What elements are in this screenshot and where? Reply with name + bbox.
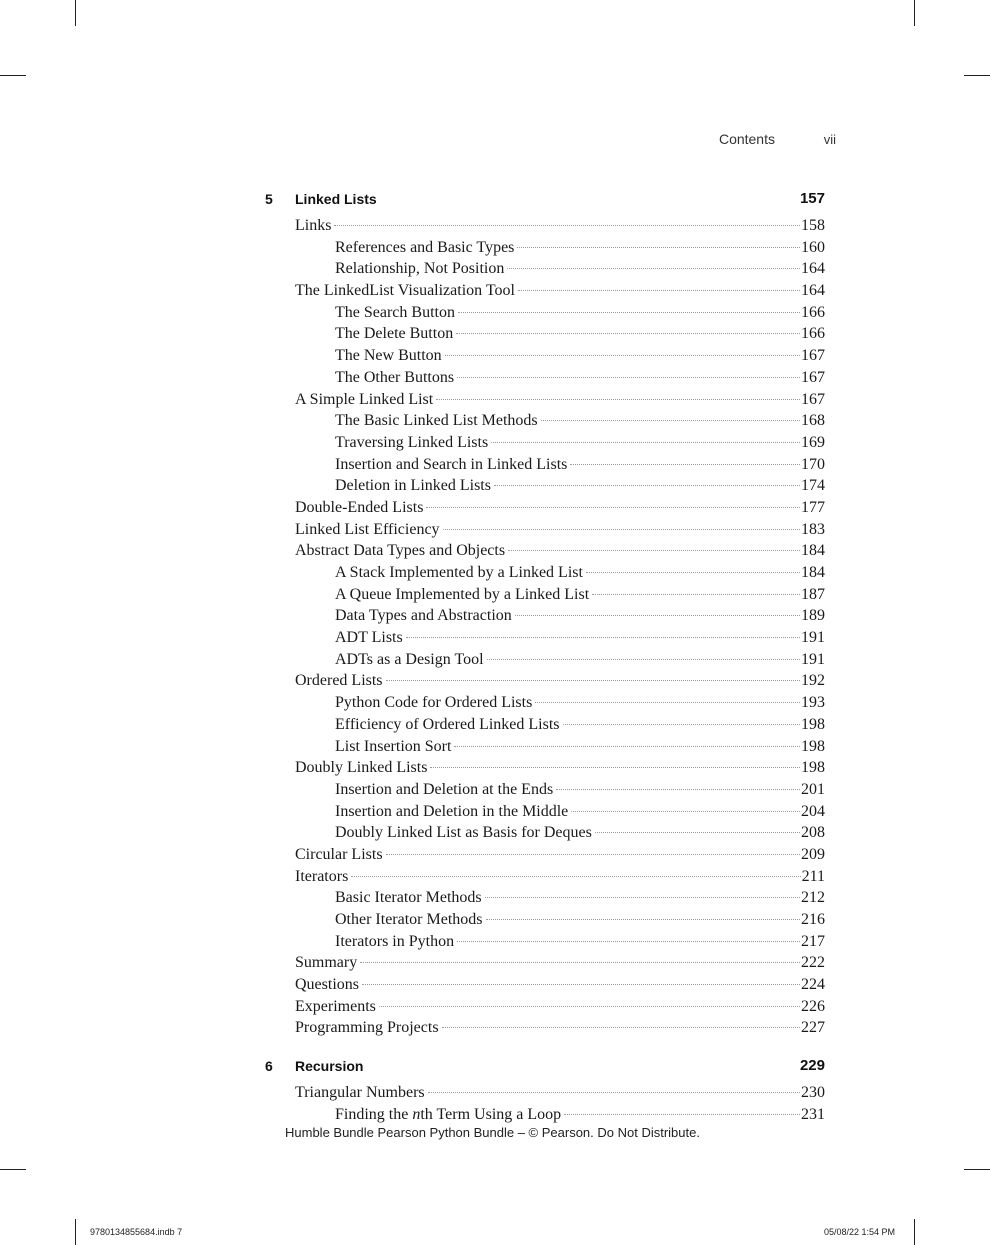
dot-leader — [485, 897, 800, 898]
dot-leader — [515, 615, 800, 616]
crop-mark — [0, 1169, 26, 1170]
toc-entry-title: A Queue Implemented by a Linked List — [335, 585, 590, 603]
toc-entry-title: Deletion in Linked Lists — [335, 477, 491, 495]
toc-entry-page: 177 — [801, 498, 825, 516]
dot-leader — [456, 333, 800, 334]
toc-entry-title: The Other Buttons — [335, 368, 455, 386]
toc-entry-page: 167 — [801, 347, 825, 365]
dot-leader — [458, 312, 800, 313]
file-slug: 9780134855684.indb 7 — [90, 1227, 183, 1237]
toc-entry[interactable] — [265, 280, 825, 302]
toc-entry-page: 167 — [801, 368, 825, 386]
toc-entry[interactable] — [265, 345, 825, 367]
dot-leader — [442, 1027, 800, 1028]
toc-entry-title: Basic Iterator Methods — [335, 889, 482, 907]
dot-leader — [436, 399, 800, 400]
dot-leader — [592, 594, 800, 595]
toc-entry[interactable] — [265, 497, 825, 519]
crop-mark — [75, 1219, 76, 1245]
toc-entry-title: The New Button — [335, 347, 442, 365]
chapter-heading — [265, 190, 825, 212]
dot-leader — [595, 832, 800, 833]
crop-mark — [914, 0, 915, 26]
dot-leader — [556, 789, 800, 790]
toc-entry[interactable] — [265, 757, 825, 779]
toc-entry-page: 204 — [801, 802, 825, 820]
toc-entry-title: Summary — [295, 954, 358, 972]
toc-entry-title: The LinkedList Visualization Tool — [295, 282, 515, 300]
toc-entry-page: 183 — [801, 520, 825, 538]
crop-mark — [75, 0, 76, 26]
toc-entry-title: Traversing Linked Lists — [335, 433, 489, 451]
toc-entry[interactable] — [265, 1082, 825, 1104]
dot-leader — [454, 746, 800, 747]
toc-entry-page: 231 — [801, 1105, 825, 1123]
toc-entry-title: Efficiency of Ordered Linked Lists — [335, 715, 560, 733]
toc-entry-title: Iterators — [295, 867, 349, 885]
dot-leader — [406, 637, 800, 638]
toc-entry-title: Triangular Numbers — [295, 1084, 425, 1102]
toc-entry-title: Circular Lists — [295, 845, 383, 863]
dot-leader — [351, 876, 800, 877]
toc-entry-title: Insertion and Deletion at the Ends — [335, 780, 554, 798]
dot-leader — [564, 1114, 800, 1115]
toc-entry-page: 217 — [801, 932, 825, 950]
toc-entry-title: Programming Projects — [295, 1019, 439, 1037]
dot-leader — [570, 464, 800, 465]
toc-entry-page: 201 — [801, 780, 825, 798]
distribution-notice: Humble Bundle Pearson Python Bundle – © Pearson. Do Not Distribute. — [285, 1125, 700, 1140]
toc-entry-title: A Stack Implemented by a Linked List — [335, 564, 583, 581]
toc-entry-page: 189 — [801, 607, 825, 625]
toc-entry-title: Experiments — [295, 997, 376, 1015]
toc-entry[interactable] — [265, 215, 825, 237]
dot-leader — [508, 550, 800, 551]
toc-entry[interactable] — [265, 736, 825, 758]
running-head-section: Contents — [718, 131, 775, 147]
toc-entry-title: Linked List Efficiency — [295, 520, 440, 538]
dot-leader — [457, 941, 800, 942]
toc-entry-page: 187 — [801, 585, 825, 603]
toc-entry[interactable] — [265, 670, 825, 692]
chapter-title: Linked Lists — [295, 191, 377, 207]
dot-leader — [563, 724, 800, 725]
crop-mark — [964, 1169, 990, 1170]
dot-leader — [535, 702, 800, 703]
toc-entry-title: Double-Ended Lists — [295, 498, 424, 516]
toc-entry-title: Questions — [295, 976, 359, 994]
toc-entry[interactable] — [265, 584, 825, 606]
toc-entry[interactable] — [265, 562, 825, 584]
toc-entry[interactable] — [265, 367, 825, 389]
toc-entry[interactable] — [265, 844, 825, 866]
toc-entry-title: Other Iterator Methods — [335, 911, 483, 928]
chapter-page: 229 — [799, 1057, 825, 1075]
toc-entry[interactable] — [265, 779, 825, 801]
toc-entry-page: 193 — [801, 694, 825, 712]
toc-entry-page: 164 — [801, 282, 825, 300]
toc-entry-page: 174 — [801, 477, 825, 495]
dot-leader — [386, 680, 800, 681]
chapter-number: 6 — [265, 1058, 273, 1075]
toc-entry-page: 224 — [801, 976, 825, 994]
dot-leader — [386, 854, 800, 855]
dot-leader — [494, 485, 800, 486]
toc-entry-title: Abstract Data Types and Objects — [295, 542, 506, 560]
toc-entry-title: ADT Lists — [335, 629, 403, 647]
toc-entry[interactable] — [265, 323, 825, 345]
toc-entry[interactable] — [265, 258, 825, 280]
toc-entry-page: 166 — [801, 303, 825, 321]
chapter-number: 5 — [265, 191, 273, 207]
dot-leader — [507, 268, 800, 269]
crop-mark — [964, 75, 990, 76]
dot-leader — [362, 984, 800, 985]
toc-entry-page: 191 — [801, 629, 825, 647]
running-head-page: vii — [823, 132, 836, 147]
toc-entry[interactable] — [265, 410, 825, 432]
toc-entry-title: Insertion and Deletion in the Middle — [335, 802, 569, 820]
toc-entry-title: Doubly Linked List as Basis for Deques — [335, 824, 592, 842]
toc-entry-title: Insertion and Search in Linked Lists — [335, 455, 568, 473]
toc-entry[interactable] — [265, 649, 825, 671]
toc-entry-title: List Insertion Sort — [335, 737, 452, 755]
toc-entry[interactable] — [265, 801, 825, 823]
chapter-page: 157 — [799, 190, 825, 207]
dot-leader — [486, 919, 800, 920]
toc-entry[interactable] — [265, 302, 825, 324]
dot-leader — [443, 529, 800, 530]
chapter-entries — [265, 1082, 825, 1125]
toc-entry[interactable] — [265, 627, 825, 649]
chapter-entries — [265, 215, 825, 1039]
toc-entry[interactable] — [265, 714, 825, 736]
toc-entry-title: Doubly Linked Lists — [295, 759, 428, 777]
toc-entry[interactable] — [265, 475, 825, 497]
toc-entry[interactable] — [265, 519, 825, 541]
dot-leader — [334, 225, 800, 226]
toc-entry-page: 160 — [801, 238, 825, 256]
toc-entry-page: 192 — [801, 672, 825, 690]
running-head — [600, 131, 836, 151]
chapter-title: Recursion — [295, 1058, 364, 1075]
toc-entry[interactable] — [265, 605, 825, 627]
toc-entry[interactable] — [265, 432, 825, 454]
toc-entry[interactable] — [265, 909, 825, 931]
toc-entry-title: Ordered Lists — [295, 672, 383, 690]
toc-entry[interactable] — [265, 454, 825, 476]
toc-entry-page: 198 — [801, 715, 825, 733]
toc-entry-page: 208 — [801, 824, 825, 842]
toc-entry-page: 158 — [801, 217, 825, 234]
dot-leader — [491, 442, 800, 443]
dot-leader — [428, 1092, 800, 1093]
toc-entry-page: 168 — [801, 412, 825, 430]
toc-entry[interactable] — [265, 974, 825, 996]
toc-entry-page: 169 — [801, 433, 825, 451]
dot-leader — [541, 420, 800, 421]
toc-entry[interactable] — [265, 996, 825, 1018]
dot-leader — [487, 659, 800, 660]
toc-entry-page: 184 — [801, 542, 825, 560]
toc-entry[interactable] — [265, 1104, 825, 1126]
toc-entry-page: 212 — [801, 889, 825, 907]
chapter-heading — [265, 1057, 825, 1079]
toc-entry-title: The Search Button — [335, 303, 455, 321]
toc-entry[interactable] — [265, 237, 825, 259]
toc-entry-page: 216 — [801, 911, 825, 928]
dot-leader — [426, 507, 800, 508]
toc-entry-title: Relationship, Not Position — [335, 260, 505, 278]
toc-entry-page: 211 — [801, 867, 825, 885]
toc-entry-page: 226 — [801, 997, 825, 1015]
toc-entry[interactable] — [265, 1017, 825, 1039]
toc-entry-page: 167 — [801, 390, 825, 408]
toc-entry-title: Data Types and Abstraction — [335, 607, 512, 625]
toc-entry-title: Python Code for Ordered Lists — [335, 694, 533, 712]
toc-entry-page: 166 — [801, 325, 825, 343]
crop-mark — [0, 75, 26, 76]
toc-entry-title: ADTs as a Design Tool — [335, 650, 484, 668]
toc-entry-title: A Simple Linked List — [295, 390, 434, 408]
toc-entry[interactable] — [265, 822, 825, 844]
toc-entry-title: The Delete Button — [335, 325, 454, 343]
toc-entry-title: Finding the nth Term Using a Loop — [335, 1105, 562, 1123]
toc-entry-title: Iterators in Python — [335, 932, 455, 950]
dot-leader — [379, 1006, 800, 1007]
dot-leader — [517, 247, 800, 248]
toc-entry-page: 227 — [801, 1019, 825, 1037]
toc-entry-page: 209 — [801, 845, 825, 863]
dot-leader — [571, 811, 800, 812]
toc-entry-title: Links — [295, 217, 332, 234]
date-slug: 05/08/22 1:54 PM — [824, 1227, 896, 1237]
toc-entry-page: 230 — [801, 1084, 825, 1102]
dot-leader — [430, 767, 800, 768]
dot-leader — [360, 962, 800, 963]
toc-entry[interactable] — [265, 887, 825, 909]
dot-leader — [586, 572, 800, 573]
toc-entry[interactable] — [265, 540, 825, 562]
toc-entry[interactable] — [265, 866, 825, 888]
table-of-contents — [265, 190, 825, 1126]
dot-leader — [518, 290, 800, 291]
toc-entry-page: 222 — [801, 954, 825, 972]
toc-entry-page: 164 — [801, 260, 825, 278]
dot-leader — [457, 377, 800, 378]
toc-entry-page: 170 — [801, 455, 825, 473]
toc-entry[interactable] — [265, 389, 825, 411]
toc-entry[interactable] — [265, 931, 825, 953]
toc-entry-page: 191 — [801, 650, 825, 668]
toc-entry[interactable] — [265, 952, 825, 974]
toc-entry-page: 198 — [801, 737, 825, 755]
toc-entry-title: References and Basic Types — [335, 238, 515, 256]
crop-mark — [914, 1219, 915, 1245]
toc-entry-page: 184 — [801, 564, 825, 581]
toc-entry-page: 198 — [801, 759, 825, 777]
toc-entry[interactable] — [265, 692, 825, 714]
toc-entry-title: The Basic Linked List Methods — [335, 412, 538, 430]
dot-leader — [445, 355, 800, 356]
